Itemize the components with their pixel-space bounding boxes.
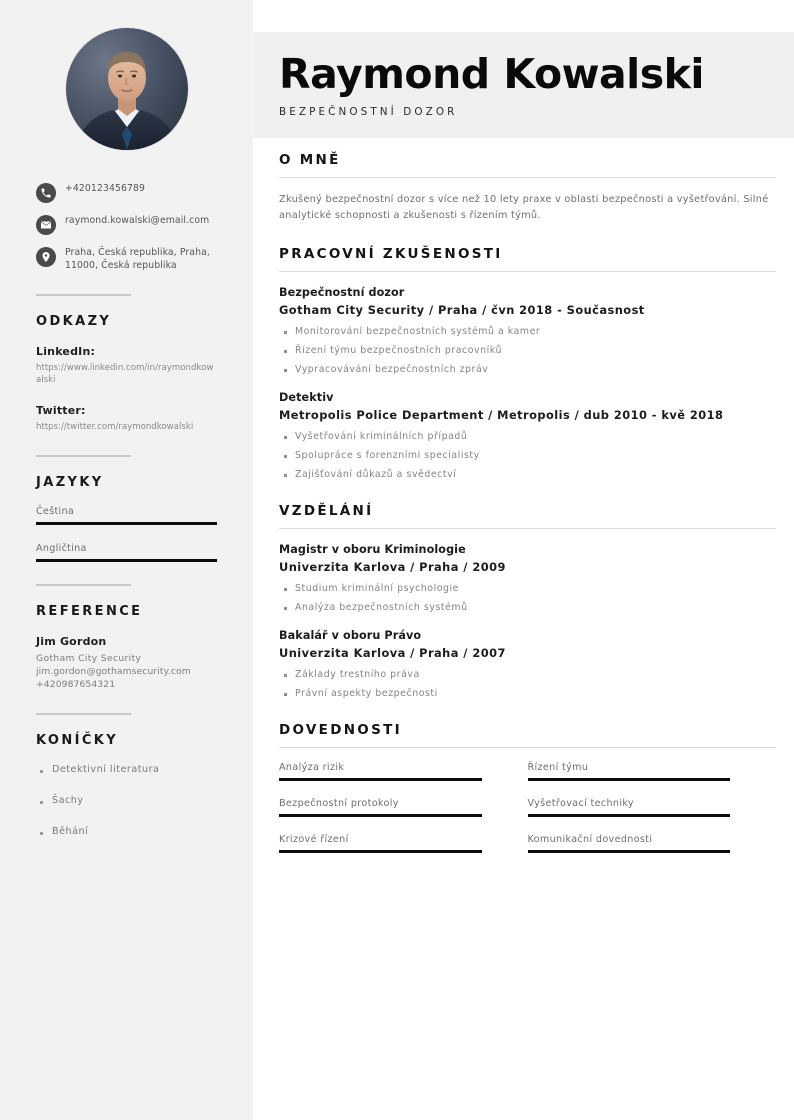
bullet-text: Analýza bezpečnostních systémů [295, 602, 468, 613]
portrait-illustration [66, 28, 188, 150]
language-name: Angličtina [36, 543, 87, 554]
divider-hobbies [36, 713, 131, 715]
divider-links [36, 294, 131, 296]
list-item [36, 795, 217, 806]
linkedin-label: LinkedIn: [36, 345, 96, 358]
skill-name: Komunikační dovednosti [527, 834, 653, 845]
bullet-dot-icon [40, 801, 43, 804]
email-value: raymond.kowalski@email.com [65, 215, 210, 226]
skill-name: Řízení týmu [527, 762, 589, 773]
about-heading: O MNĚ [279, 152, 776, 178]
main-body [279, 152, 776, 892]
bullet-dot-icon [284, 350, 287, 353]
bullet-text: Monitorování bezpečnostních systémů a kamer [295, 326, 541, 337]
bullet-text: Zajišťování důkazů a svědectví [295, 469, 457, 480]
language-name: Čeština [36, 506, 75, 517]
language-level-bar [36, 522, 217, 525]
section-hobbies [36, 733, 217, 837]
page-title: Raymond Kowalski [279, 50, 704, 98]
bullet-dot-icon [284, 331, 287, 334]
languages-heading: JAZYKY [36, 475, 104, 490]
experience-entry [279, 391, 776, 481]
section-experience [279, 246, 776, 481]
entry-meta: Univerzita Karlova / Praha / 2007 [279, 646, 506, 660]
skill-item [528, 798, 777, 817]
skill-level-bar [528, 850, 731, 853]
skills-heading: DOVEDNOSTI [279, 722, 776, 748]
contact-list [36, 182, 217, 272]
section-education [279, 503, 776, 700]
contact-item-location[interactable] [36, 246, 217, 272]
location-icon [36, 247, 56, 267]
list-item [279, 363, 776, 376]
section-reference [36, 604, 217, 691]
list-item [279, 601, 776, 614]
entry-meta: Univerzita Karlova / Praha / 2009 [279, 560, 506, 574]
bullet-text: Vypracovávání bezpečnostních zpráv [295, 364, 489, 375]
skill-level-bar [528, 778, 731, 781]
list-item [36, 764, 217, 775]
skill-name: Bezpečnostní protokoly [279, 798, 399, 809]
language-item [36, 543, 217, 562]
bullet-text: Řízení týmu bezpečnostních pracovníků [295, 345, 502, 356]
bullet-dot-icon [40, 770, 43, 773]
list-item [279, 344, 776, 357]
reference-email[interactable]: jim.gordon@gothamsecurity.com [36, 666, 191, 677]
reference-company: Gotham City Security [36, 653, 142, 664]
phone-value: +420123456789 [65, 183, 146, 194]
list-item [36, 826, 217, 837]
twitter-label: Twitter: [36, 404, 86, 417]
main-content [253, 0, 794, 1120]
bullet-dot-icon [284, 455, 287, 458]
bullet-text: Základy trestního práva [295, 669, 420, 680]
avatar [66, 28, 188, 150]
entry-meta: Metropolis Police Department / Metropolis / dub 2010 - kvě 2018 [279, 408, 724, 422]
divider-reference [36, 584, 131, 586]
bullet-text: Studium kriminální psychologie [295, 583, 460, 594]
bullet-dot-icon [284, 674, 287, 677]
section-skills [279, 722, 776, 870]
twitter-url[interactable]: https://twitter.com/raymondkowalski [36, 422, 194, 432]
name-banner [253, 32, 794, 138]
entry-meta: Gotham City Security / Praha / čvn 2018 - Současnost [279, 303, 645, 317]
bullet-dot-icon [284, 369, 287, 372]
skill-level-bar [528, 814, 731, 817]
skill-name: Krizové řízení [279, 834, 349, 845]
skill-item [528, 762, 777, 781]
bullet-text: Spolupráce s forenzními specialisty [295, 450, 480, 461]
email-icon [36, 215, 56, 235]
bullet-dot-icon [40, 832, 43, 835]
linkedin-url[interactable]: https://www.linkedin.com/in/raymondkowalski [36, 363, 214, 385]
experience-heading: PRACOVNÍ ZKUŠENOSTI [279, 246, 776, 272]
list-item [279, 668, 776, 681]
link-item-linkedin[interactable] [36, 345, 217, 386]
skill-item [279, 762, 528, 781]
skill-level-bar [279, 814, 482, 817]
entry-title: Detektiv [279, 391, 334, 404]
bullet-text: Vyšetřování kriminálních případů [295, 431, 468, 442]
hobby-label: Detektivní literatura [52, 764, 160, 775]
reference-name: Jim Gordon [36, 635, 107, 648]
reference-heading: REFERENCE [36, 604, 143, 619]
list-item [279, 325, 776, 338]
skill-name: Analýza rizik [279, 762, 345, 773]
bullet-dot-icon [284, 474, 287, 477]
avatar-container [36, 0, 217, 150]
language-level-bar [36, 559, 217, 562]
section-languages [36, 475, 217, 562]
skill-item [528, 834, 777, 853]
about-text: Zkušený bezpečnostní dozor s více než 10 lety praxe v oblasti bezpečnosti a vyšetřování. Silné analytické schopnosti a zkušenosti s řízením týmů. [279, 194, 769, 221]
education-entry [279, 629, 776, 700]
education-entry [279, 543, 776, 614]
skill-item [279, 834, 528, 853]
bullet-dot-icon [284, 607, 287, 610]
contact-item-phone[interactable] [36, 182, 217, 203]
hobby-label: Běhání [52, 826, 89, 837]
divider-languages [36, 455, 131, 457]
section-links [36, 314, 217, 433]
section-about [279, 152, 776, 224]
list-item [279, 468, 776, 481]
bullet-text: Právní aspekty bezpečnosti [295, 688, 438, 699]
list-item [279, 430, 776, 443]
skill-level-bar [279, 778, 482, 781]
entry-title: Bakalář v oboru Právo [279, 629, 422, 642]
bullet-dot-icon [284, 693, 287, 696]
reference-phone[interactable]: +420987654321 [36, 679, 116, 690]
bullet-dot-icon [284, 436, 287, 439]
education-heading: VZDĚLÁNÍ [279, 503, 776, 529]
sidebar [0, 0, 253, 1120]
language-item [36, 506, 217, 525]
location-value: Praha, Česká republika, Praha, 11000, Česká republika [65, 247, 210, 271]
links-heading: ODKAZY [36, 314, 112, 329]
bullet-dot-icon [284, 588, 287, 591]
contact-item-email[interactable] [36, 214, 217, 235]
skill-item [279, 798, 528, 817]
hobbies-heading: KONÍČKY [36, 733, 119, 748]
entry-title: Bezpečnostní dozor [279, 286, 405, 299]
skills-grid [279, 762, 776, 870]
hobby-label: Šachy [52, 795, 84, 806]
list-item [279, 687, 776, 700]
skill-level-bar [279, 850, 482, 853]
list-item [279, 582, 776, 595]
link-item-twitter[interactable] [36, 404, 217, 433]
job-role-subtitle: BEZPEČNOSTNÍ DOZOR [279, 106, 458, 118]
list-item [279, 449, 776, 462]
skill-name: Vyšetřovací techniky [527, 798, 634, 809]
experience-entry [279, 286, 776, 376]
entry-title: Magistr v oboru Kriminologie [279, 543, 466, 556]
phone-icon [36, 183, 56, 203]
